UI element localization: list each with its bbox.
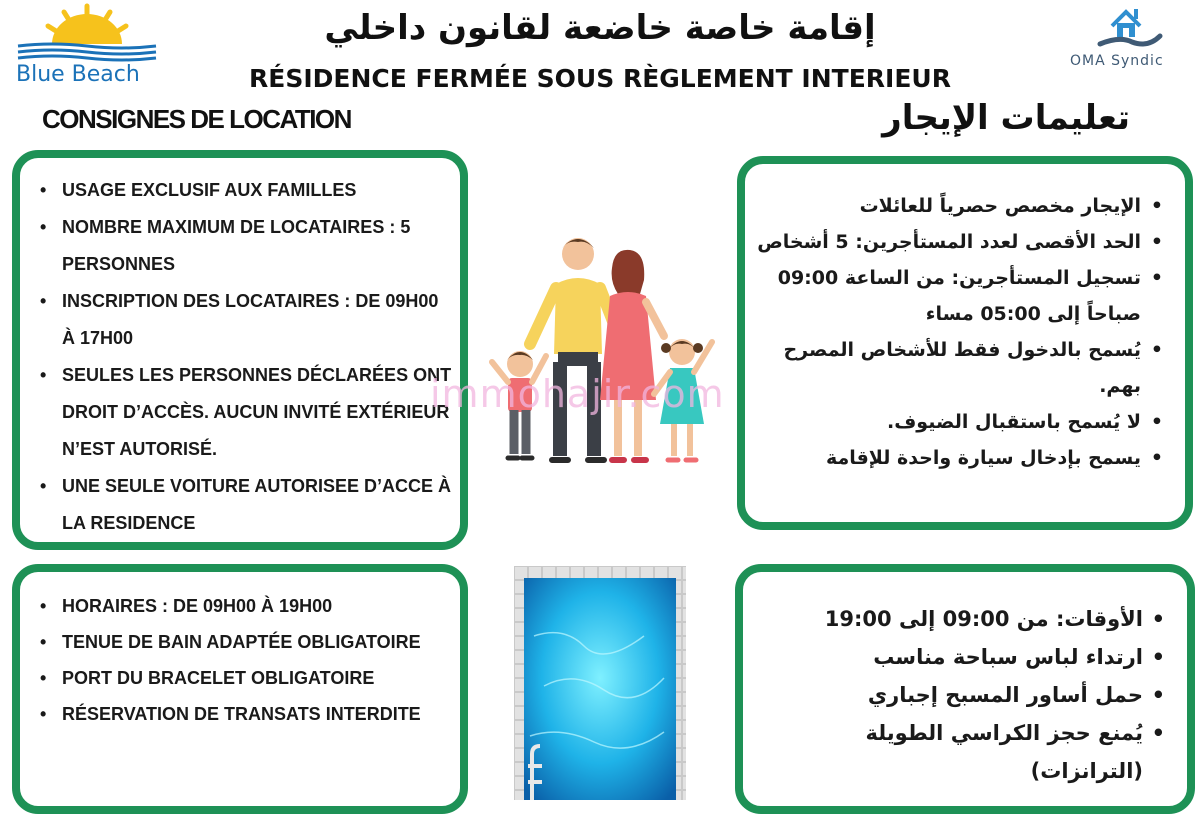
family-illustration [486,232,720,472]
left-logo-text: Blue Beach [16,62,140,87]
list-item: • SEULES LES PERSONNES DÉCLARÉES ONT DROIT D’ACCÈS. AUCUN INVITÉ EXTÉRIEUR N’EST AUTORISÉ. [20,357,460,468]
rental-rules-french-list [20,172,460,542]
page-title-arabic: إقامة خاصة خاضعة لقانون داخلي [324,8,876,48]
list-item: • تسجيل المستأجرين: من الساعة 09:00 صباحاً إلى 05:00 مساء [745,260,1185,332]
list-item: • RÉSERVATION DE TRANSATS INTERDITE [20,696,460,732]
oma-syndic-logo [1060,0,1195,80]
rental-rules-french-box [12,150,468,550]
list-item: • يُسمح بالدخول فقط للأشخاص المصرح بهم. [745,332,1185,404]
list-item: • NOMBRE MAXIMUM DE LOCATAIRES : 5 PERSONNES [20,209,460,283]
sun-waves-icon [12,2,162,64]
list-item: • INSCRIPTION DES LOCATAIRES : DE 09H00 À 17H00 [20,283,460,357]
rental-rules-arabic-list [745,188,1185,476]
pool-rules-arabic-list [743,600,1187,790]
house-hand-icon [1060,0,1195,52]
list-item: • UNE SEULE VOITURE AUTORISEE D’ACCE À LA RESIDENCE [20,468,460,542]
list-item: • لا يُسمح باستقبال الضيوف. [745,404,1185,440]
pool-rules-arabic-box [735,564,1195,814]
list-item: • الحد الأقصى لعدد المستأجرين: 5 أشخاص [745,224,1185,260]
pool-rules-french-box [12,564,468,814]
list-item: • الإيجار مخصص حصرياً للعائلات [745,188,1185,224]
rental-heading-arabic: تعليمات الإيجار [882,98,1130,138]
list-item: • PORT DU BRACELET OBLIGATOIRE [20,660,460,696]
page-title-french: RÉSIDENCE FERMÉE SOUS RÈGLEMENT INTERIEUR [249,64,951,93]
right-logo-text: OMA Syndic [1070,53,1164,69]
list-item: • HORAIRES : DE 09H00 À 19H00 [20,588,460,624]
list-item: • يُمنع حجز الكراسي الطويلة (الترانزات) [743,714,1187,790]
rental-heading-french: CONSIGNES DE LOCATION [42,104,351,134]
list-item: • TENUE DE BAIN ADAPTÉE OBLIGATOIRE [20,624,460,660]
list-item: • الأوقات: من 09:00 إلى 19:00 [743,600,1187,638]
list-item: • USAGE EXCLUSIF AUX FAMILLES [20,172,460,209]
rental-rules-arabic-box [737,156,1193,530]
list-item: • يسمح بإدخال سيارة واحدة للإقامة [745,440,1185,476]
swimming-pool-image [514,566,686,800]
blue-beach-logo [12,2,162,92]
pool-rules-french-list [20,588,460,732]
list-item: • حمل أساور المسبح إجباري [743,676,1187,714]
list-item: • ارتداء لباس سباحة مناسب [743,638,1187,676]
watermark: immohajir.com [430,372,725,416]
